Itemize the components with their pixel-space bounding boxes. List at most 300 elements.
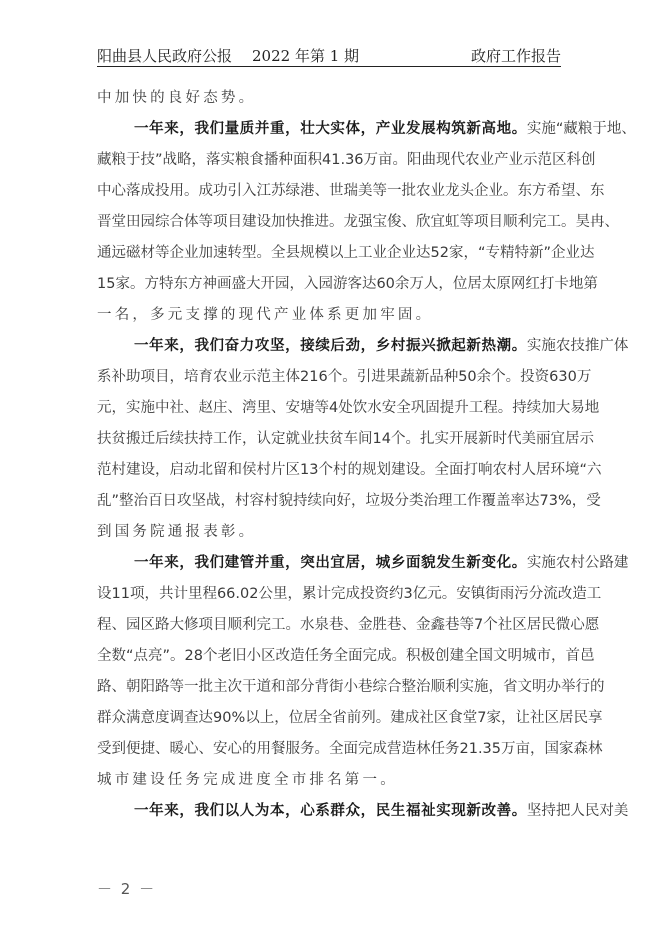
text-line	[97, 300, 561, 331]
glyph: 加	[541, 400, 556, 416]
glyph: 等	[372, 183, 387, 199]
glyph: 、	[401, 617, 416, 633]
page-header	[97, 44, 561, 67]
glyph: 园	[318, 276, 333, 292]
glyph: 工	[213, 431, 228, 447]
lead-glyph: 为	[254, 803, 270, 819]
lead-glyph: 坚	[269, 338, 286, 354]
glyph: 项	[474, 214, 489, 230]
glyph: 巷	[329, 617, 344, 633]
glyph: 实	[220, 152, 236, 168]
glyph: 区	[285, 462, 300, 478]
lead-glyph: 产	[375, 121, 391, 137]
lead-glyph: 管	[239, 555, 255, 571]
glyph: 湾	[242, 400, 257, 416]
lead-glyph: 生	[451, 555, 467, 571]
glyph: 粮	[235, 152, 250, 168]
glyph: 投	[520, 369, 535, 385]
lead-glyph: 重	[269, 121, 286, 137]
glyph: 改	[557, 586, 573, 602]
glyph: 面	[448, 462, 464, 478]
glyph: 旧	[231, 648, 247, 664]
glyph: 区	[552, 152, 567, 168]
glyph: 、	[604, 214, 619, 230]
glyph: 产	[494, 152, 509, 168]
glyph: 东	[173, 276, 188, 292]
glyph: 农	[555, 338, 571, 354]
glyph: 国	[478, 648, 493, 664]
lead-glyph: 一	[134, 555, 150, 571]
glyph: 居	[467, 276, 482, 292]
glyph: 种	[278, 152, 294, 168]
glyph: 4	[329, 400, 339, 416]
glyph: 模	[314, 245, 329, 261]
glyph: 持	[198, 431, 213, 447]
glyph: 示	[579, 431, 594, 447]
glyph: 播	[264, 152, 279, 168]
glyph: 工	[271, 617, 286, 633]
glyph: “	[477, 245, 486, 261]
glyph: 数	[111, 648, 126, 664]
glyph: 片	[271, 462, 286, 478]
glyph: 堂	[462, 710, 478, 726]
glyph: 环	[550, 462, 565, 478]
glyph: 里	[256, 400, 271, 416]
lead-glyph: 年	[149, 121, 165, 137]
glyph: 型	[242, 245, 257, 261]
lead-glyph: 力	[239, 338, 255, 354]
glyph: 通	[97, 245, 112, 261]
glyph: 民	[541, 617, 556, 633]
glyph: 美	[521, 431, 536, 447]
lead-glyph: 实	[436, 803, 452, 819]
glyph: 省	[332, 710, 347, 726]
glyph: 貌	[278, 493, 294, 509]
glyph: 续	[169, 431, 184, 447]
lead-glyph: 攻	[254, 338, 270, 354]
glyph: 列	[361, 710, 376, 726]
glyph: 建	[242, 214, 257, 230]
lead-glyph: ，	[285, 555, 301, 571]
glyph: 水	[367, 400, 382, 416]
glyph: 省	[503, 679, 518, 695]
glyph: 7	[474, 617, 484, 633]
lead-glyph: 筑	[451, 121, 467, 137]
glyph: 28	[184, 648, 203, 664]
glyph: 就	[285, 431, 300, 447]
lead-glyph: 一	[134, 803, 150, 819]
glyph: 打	[539, 276, 555, 292]
glyph: 街	[485, 586, 500, 602]
glyph: 等	[169, 679, 184, 695]
glyph: 施	[541, 338, 556, 354]
glyph: 理	[438, 493, 453, 509]
lead-glyph: 心	[300, 803, 316, 819]
glyph: 等	[155, 245, 170, 261]
lead-glyph: 。	[511, 555, 527, 571]
glyph: 实	[126, 400, 141, 416]
glyph: 巷	[445, 617, 460, 633]
glyph: 完	[330, 586, 346, 602]
lead-glyph: 貌	[421, 555, 437, 571]
glyph: 圾	[380, 493, 395, 509]
glyph: 品	[429, 369, 444, 385]
lead-glyph: 续	[315, 338, 331, 354]
glyph: 把	[555, 803, 571, 819]
lead-glyph: 潮	[496, 338, 512, 354]
lead-glyph: 村	[390, 338, 406, 354]
glyph: 粮	[111, 152, 126, 168]
lead-glyph: 新	[466, 121, 482, 137]
glyph: 安	[213, 741, 228, 757]
glyph: 、	[314, 183, 329, 199]
glyph: 全	[434, 462, 449, 478]
glyph: 阳	[407, 152, 422, 168]
glyph: 家	[115, 276, 130, 292]
glyph: 背	[314, 679, 329, 695]
glyph: 明	[532, 679, 547, 695]
lead-glyph: 体	[345, 121, 361, 137]
glyph: 服	[285, 741, 300, 757]
glyph: 推	[300, 214, 315, 230]
glyph: 。	[503, 183, 518, 199]
lead-glyph: 们	[209, 555, 225, 571]
glyph: 小	[343, 679, 358, 695]
glyph: ，	[463, 245, 478, 261]
glyph: 的	[347, 462, 362, 478]
lead-glyph: ，	[179, 555, 195, 571]
glyph: 里	[272, 586, 288, 602]
glyph: 计	[316, 586, 331, 602]
glyph: 希	[546, 183, 561, 199]
glyph: 认	[256, 431, 271, 447]
glyph: 人	[570, 803, 585, 819]
glyph: 和	[271, 679, 286, 695]
glyph: 实	[526, 338, 542, 354]
glyph: 业	[227, 369, 242, 385]
glyph: 个	[491, 369, 506, 385]
text-line	[97, 703, 603, 734]
glyph: 系	[97, 369, 112, 385]
glyph: 前	[346, 710, 362, 726]
glyph: 暖	[169, 741, 184, 757]
glyph: 街	[329, 679, 344, 695]
glyph: 卡	[554, 276, 569, 292]
glyph: 田	[126, 214, 141, 230]
glyph: 搬	[126, 431, 141, 447]
glyph: 晋	[97, 214, 112, 230]
lead-glyph: 后	[330, 338, 346, 354]
glyph: 村	[264, 493, 279, 509]
glyph: ，	[500, 710, 516, 726]
glyph: 主	[271, 369, 286, 385]
lead-glyph: 热	[481, 338, 497, 354]
lead-glyph: 改	[481, 803, 497, 819]
glyph: 度	[155, 710, 170, 726]
glyph: 持	[541, 803, 556, 819]
glyph: 、	[575, 183, 590, 199]
glyph: 园	[140, 214, 155, 230]
glyph: 630	[549, 369, 577, 385]
glyph: 造	[289, 648, 305, 664]
glyph: 次	[227, 679, 242, 695]
glyph: 补	[111, 369, 126, 385]
glyph: 材	[140, 245, 155, 261]
glyph: 路	[599, 555, 614, 571]
glyph: 村	[256, 462, 271, 478]
text-line	[97, 734, 603, 765]
glyph: 盖	[496, 493, 511, 509]
glyph: 代	[506, 431, 522, 447]
glyph: ”	[162, 648, 171, 664]
text-line	[97, 176, 605, 207]
lead-glyph: 现	[451, 803, 467, 819]
glyph: 享	[587, 710, 603, 726]
lead-glyph: 乡	[390, 555, 406, 571]
glyph: 红	[525, 276, 540, 292]
glyph: 升	[454, 400, 469, 416]
glyph: 的	[242, 741, 257, 757]
glyph: 举	[561, 679, 576, 695]
glyph: 治	[423, 493, 439, 509]
glyph: 心	[227, 741, 242, 757]
glyph: 游	[332, 276, 348, 292]
glyph: 业	[488, 183, 503, 199]
glyph: 类	[409, 493, 424, 509]
glyph: 建	[613, 555, 629, 571]
text-line	[97, 83, 561, 114]
lead-glyph: 展	[421, 121, 437, 137]
glyph: 率	[510, 493, 526, 509]
glyph: 规	[300, 245, 315, 261]
glyph: 贫	[329, 431, 344, 447]
text-line	[97, 393, 600, 424]
glyph: 蔬	[400, 369, 415, 385]
lead-glyph: 众	[345, 803, 361, 819]
glyph: 地	[606, 121, 622, 137]
glyph: 易	[570, 400, 585, 416]
glyph: 个	[483, 617, 498, 633]
glyph: 等	[198, 214, 213, 230]
glyph: 民	[573, 710, 588, 726]
glyph: 开	[448, 431, 464, 447]
glyph: 农	[465, 152, 480, 168]
glyph: 业	[401, 245, 416, 261]
glyph: ，	[155, 462, 170, 478]
glyph: 新	[414, 369, 430, 385]
glyph: ，	[287, 586, 302, 602]
glyph: 宜	[430, 214, 445, 230]
glyph: ，	[530, 741, 545, 757]
glyph: 盛	[231, 276, 246, 292]
glyph: 塘	[300, 400, 315, 416]
glyph: 落	[126, 183, 141, 199]
glyph: 合	[169, 214, 184, 230]
glyph: 。	[375, 710, 391, 726]
glyph: 建	[449, 648, 464, 664]
glyph: 首	[565, 648, 580, 664]
glyph: 万	[409, 276, 424, 292]
glyph: 15	[97, 276, 116, 292]
glyph: 路	[155, 617, 170, 633]
lead-glyph: 生	[390, 803, 406, 819]
glyph: 特	[514, 245, 529, 261]
glyph: 种	[443, 369, 459, 385]
glyph: 任	[430, 741, 445, 757]
lead-glyph: 系	[315, 803, 331, 819]
glyph: 业	[508, 152, 524, 168]
glyph: 全	[317, 710, 333, 726]
lead-glyph: ，	[360, 121, 376, 137]
glyph: 万	[501, 741, 516, 757]
glyph: 主	[213, 679, 228, 695]
glyph: 216	[300, 369, 328, 385]
lead-glyph: 城	[375, 555, 391, 571]
glyph: ，	[550, 648, 566, 664]
glyph: 项	[213, 214, 228, 230]
glyph: 批	[401, 183, 416, 199]
glyph: 元	[97, 400, 112, 416]
glyph: 90%	[213, 710, 246, 726]
glyph: 累	[301, 586, 317, 602]
glyph: 综	[372, 679, 387, 695]
glyph: 范	[97, 462, 112, 478]
glyph: 到	[111, 741, 126, 757]
glyph: “	[579, 462, 587, 478]
glyph: 速	[213, 245, 228, 261]
glyph: 城	[521, 648, 537, 664]
glyph: 资	[534, 369, 550, 385]
glyph: 村	[570, 555, 585, 571]
text-line	[97, 207, 619, 238]
glyph: 扶	[314, 431, 329, 447]
glyph: 用	[256, 741, 271, 757]
glyph: 东	[517, 183, 532, 199]
lead-glyph: 兴	[421, 338, 437, 354]
lead-glyph: 壮	[300, 121, 316, 137]
glyph: 分	[300, 679, 315, 695]
glyph: 。	[285, 617, 300, 633]
glyph: 开	[260, 276, 275, 292]
glyph: 示	[242, 369, 257, 385]
glyph: 区	[544, 710, 559, 726]
glyph: 成	[372, 741, 387, 757]
glyph: 业	[184, 245, 199, 261]
glyph: 广	[599, 338, 614, 354]
glyph: 顺	[503, 214, 518, 230]
glyph: 安	[285, 400, 300, 416]
glyph: 整	[119, 493, 134, 509]
glyph: 企	[550, 245, 566, 261]
glyph: 60	[376, 276, 395, 292]
glyph: 画	[216, 276, 232, 292]
glyph: 设	[405, 462, 420, 478]
section-title: 政府工作报告	[470, 47, 561, 65]
glyph: 俊	[387, 214, 402, 230]
glyph: 农	[555, 555, 571, 571]
lead-glyph: ，	[285, 121, 301, 137]
glyph: 县	[285, 245, 300, 261]
lead-glyph: 发	[436, 555, 452, 571]
glyph: 建	[126, 462, 141, 478]
text-line	[97, 610, 600, 641]
glyph: “	[126, 648, 134, 664]
glyph: “	[555, 121, 564, 137]
glyph: 完	[256, 617, 271, 633]
glyph: 3	[403, 586, 413, 602]
glyph: 行	[575, 679, 590, 695]
glyph: 满	[126, 710, 141, 726]
glyph: 程	[97, 617, 112, 633]
glyph: 餐	[271, 741, 286, 757]
text-line	[97, 362, 592, 393]
glyph: 分	[394, 493, 410, 509]
glyph: 战	[162, 152, 178, 168]
glyph: 饮	[352, 400, 368, 416]
report-body	[97, 83, 636, 827]
glyph: 文	[517, 679, 532, 695]
glyph: 居	[303, 710, 318, 726]
glyph: ，	[571, 493, 587, 509]
glyph: 面	[293, 152, 308, 168]
glyph: 金	[358, 617, 373, 633]
lead-glyph: 振	[405, 338, 422, 354]
glyph: 顺	[227, 617, 242, 633]
glyph: 农	[416, 183, 431, 199]
glyph: 巷	[358, 679, 373, 695]
glyph: 文	[492, 648, 508, 664]
glyph: 受	[97, 741, 112, 757]
lead-glyph: 以	[224, 803, 240, 819]
glyph: 。	[419, 462, 435, 478]
glyph: 车	[343, 431, 358, 447]
glyph: 坚	[191, 493, 207, 509]
glyph: 划	[376, 462, 391, 478]
lead-glyph: 质	[239, 121, 255, 137]
lead-glyph: 善	[496, 803, 512, 819]
lead-glyph: 变	[481, 555, 497, 571]
lead-glyph: 我	[194, 121, 210, 137]
glyph: 目	[155, 369, 170, 385]
lead-glyph: 我	[194, 338, 210, 354]
glyph: 。	[256, 245, 271, 261]
glyph: 世	[329, 183, 344, 199]
glyph: 望	[561, 183, 576, 199]
line-text: 中加快的良好态势。	[97, 90, 257, 106]
glyph: 综	[155, 214, 170, 230]
glyph: 积	[405, 648, 421, 664]
glyph: 时	[492, 431, 507, 447]
glyph: 村	[111, 462, 126, 478]
glyph: 元	[427, 586, 442, 602]
glyph: 企	[387, 245, 402, 261]
glyph: 贫	[111, 431, 126, 447]
glyph: ，	[289, 276, 304, 292]
glyph: 意	[140, 710, 155, 726]
glyph: 。	[184, 183, 199, 199]
glyph: 路	[155, 679, 170, 695]
glyph: 建	[390, 462, 406, 478]
glyph: 个	[390, 431, 406, 447]
glyph: 造	[572, 586, 587, 602]
glyph: 施	[474, 679, 489, 695]
glyph: 创	[434, 648, 450, 664]
lead-glyph: ，	[360, 555, 376, 571]
glyph: 项	[140, 369, 155, 385]
lead-glyph: 一	[134, 338, 150, 354]
glyph: 泉	[314, 617, 329, 633]
paragraph-first-line	[97, 331, 629, 362]
